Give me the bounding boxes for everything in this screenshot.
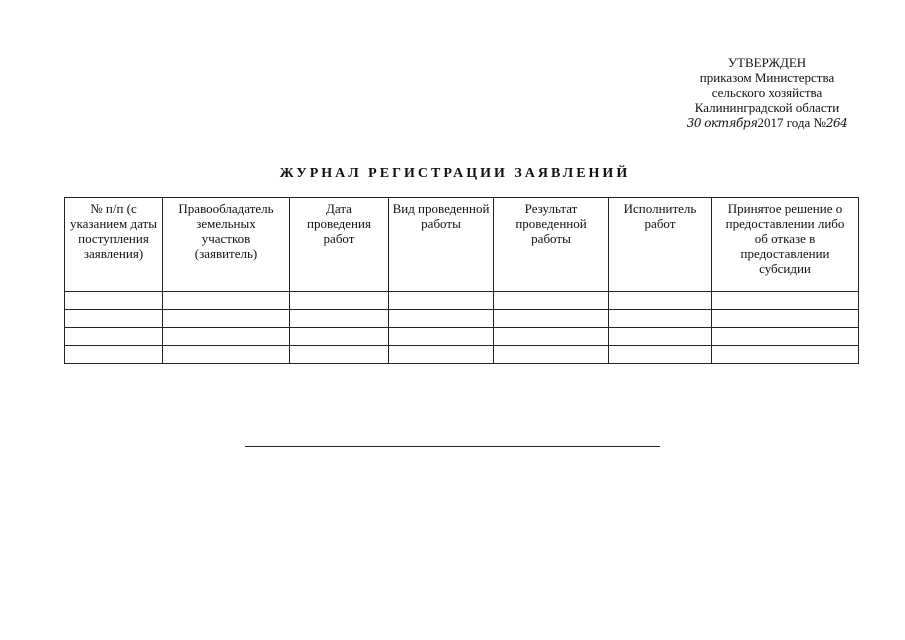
signature-line bbox=[245, 446, 660, 447]
table-row bbox=[65, 346, 859, 364]
document-title: ЖУРНАЛ РЕГИСТРАЦИИ ЗАЯВЛЕНИЙ bbox=[279, 166, 631, 181]
table-cell bbox=[389, 346, 494, 364]
table-cell bbox=[712, 328, 859, 346]
handwritten-number: 264 bbox=[825, 116, 848, 130]
header-row bbox=[65, 198, 859, 292]
handwritten-date: 30 октября bbox=[686, 116, 758, 130]
header-cell: Правообладатель земельных участков (заявитель) bbox=[163, 198, 290, 292]
header-cell: № п/п (с указанием даты поступления заявления) bbox=[65, 198, 163, 292]
table-cell bbox=[494, 346, 609, 364]
approval-date-line bbox=[667, 115, 867, 131]
table-cell bbox=[163, 346, 290, 364]
table-cell bbox=[712, 292, 859, 310]
table-cell bbox=[712, 310, 859, 328]
table-cell bbox=[163, 292, 290, 310]
header-cell: Исполнитель работ bbox=[609, 198, 712, 292]
table-cell bbox=[290, 328, 389, 346]
year-text: 2017 года № bbox=[757, 115, 826, 130]
table-cell bbox=[609, 346, 712, 364]
table-cell bbox=[712, 346, 859, 364]
table-row bbox=[65, 310, 859, 328]
table-cell bbox=[494, 328, 609, 346]
header-cell: Дата проведения работ bbox=[290, 198, 389, 292]
approval-line: приказом Министерства bbox=[699, 70, 835, 85]
table-cell bbox=[163, 310, 290, 328]
table-row bbox=[65, 328, 859, 346]
header-cell: Результат проведенной работы bbox=[494, 198, 609, 292]
table-cell bbox=[609, 310, 712, 328]
table-cell bbox=[494, 292, 609, 310]
table-cell bbox=[290, 292, 389, 310]
header-cell: Принятое решение о предоставлении либо об отказе в предоставлении субсидии bbox=[712, 198, 859, 292]
approval-stamp bbox=[667, 55, 867, 131]
table-cell bbox=[65, 292, 163, 310]
table-cell bbox=[290, 346, 389, 364]
table-cell bbox=[609, 292, 712, 310]
table-cell bbox=[609, 328, 712, 346]
table-cell bbox=[389, 292, 494, 310]
table-cell bbox=[389, 310, 494, 328]
table-cell bbox=[65, 310, 163, 328]
approval-line: сельского хозяйства bbox=[711, 85, 823, 100]
approval-line: Калининградской области bbox=[694, 100, 840, 115]
table-cell bbox=[163, 328, 290, 346]
registration-table bbox=[64, 197, 859, 364]
table-cell bbox=[65, 346, 163, 364]
table-cell bbox=[65, 328, 163, 346]
table-row bbox=[65, 292, 859, 310]
approval-heading: УТВЕРЖДЕН bbox=[727, 55, 807, 70]
table-cell bbox=[389, 328, 494, 346]
header-cell: Вид проведенной работы bbox=[389, 198, 494, 292]
table-cell bbox=[494, 310, 609, 328]
table-cell bbox=[290, 310, 389, 328]
